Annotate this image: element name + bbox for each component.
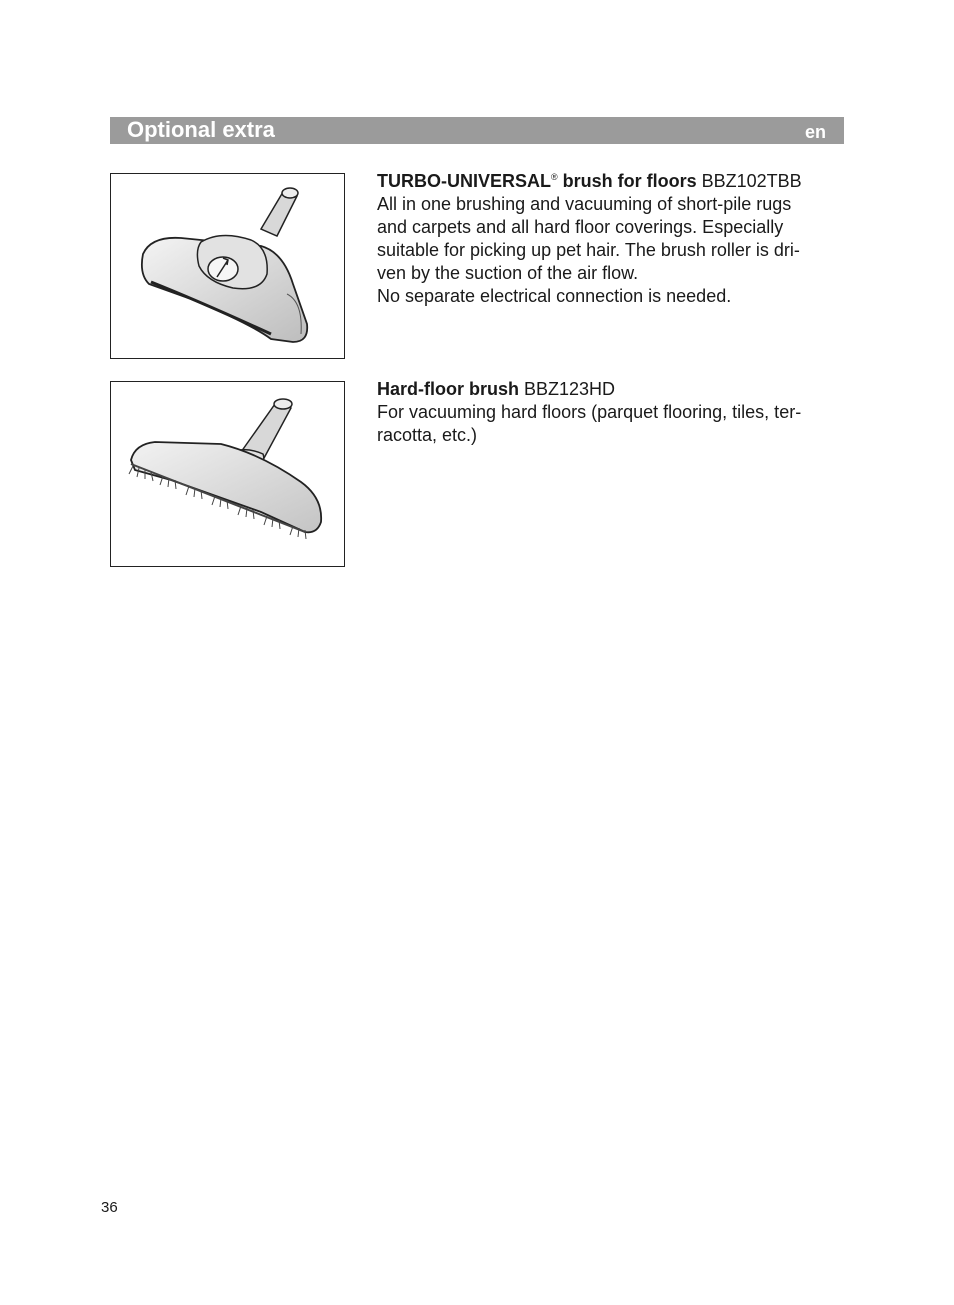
section-title: Optional extra (127, 117, 275, 142)
product-name-suffix: brush for floors (557, 171, 697, 191)
turbo-brush-icon (111, 174, 346, 360)
description-line: and carpets and all hard floor coverings. Especially (377, 217, 784, 237)
description-line: All in one brushing and vacuuming of short-pile rugs (377, 194, 792, 214)
hard-floor-brush-figure (110, 381, 345, 567)
section-header (110, 117, 844, 144)
language-label: en (804, 122, 826, 142)
hard-floor-brush-description (377, 378, 847, 447)
description-line: suitable for picking up pet hair. The brush roller is dri- (377, 240, 800, 260)
item-title (377, 378, 847, 401)
registered-mark: ® (551, 172, 558, 182)
item-title (377, 170, 847, 193)
page-number: 36 (101, 1199, 118, 1216)
description-line: For vacuuming hard floors (parquet flooring, tiles, ter- (377, 402, 802, 422)
model-number: BBZ123HD (519, 379, 616, 399)
turbo-brush-description (377, 170, 847, 308)
product-name: TURBO-UNIVERSAL (377, 171, 551, 191)
description-line: ven by the suction of the air flow. (377, 263, 639, 283)
description-line: No separate electrical connection is needed. (377, 286, 732, 306)
model-number: BBZ102TBB (696, 171, 802, 191)
turbo-brush-figure (110, 173, 345, 359)
product-name: Hard-floor brush (377, 379, 519, 399)
hard-floor-brush-icon (111, 382, 346, 568)
description-line: racotta, etc.) (377, 425, 478, 445)
